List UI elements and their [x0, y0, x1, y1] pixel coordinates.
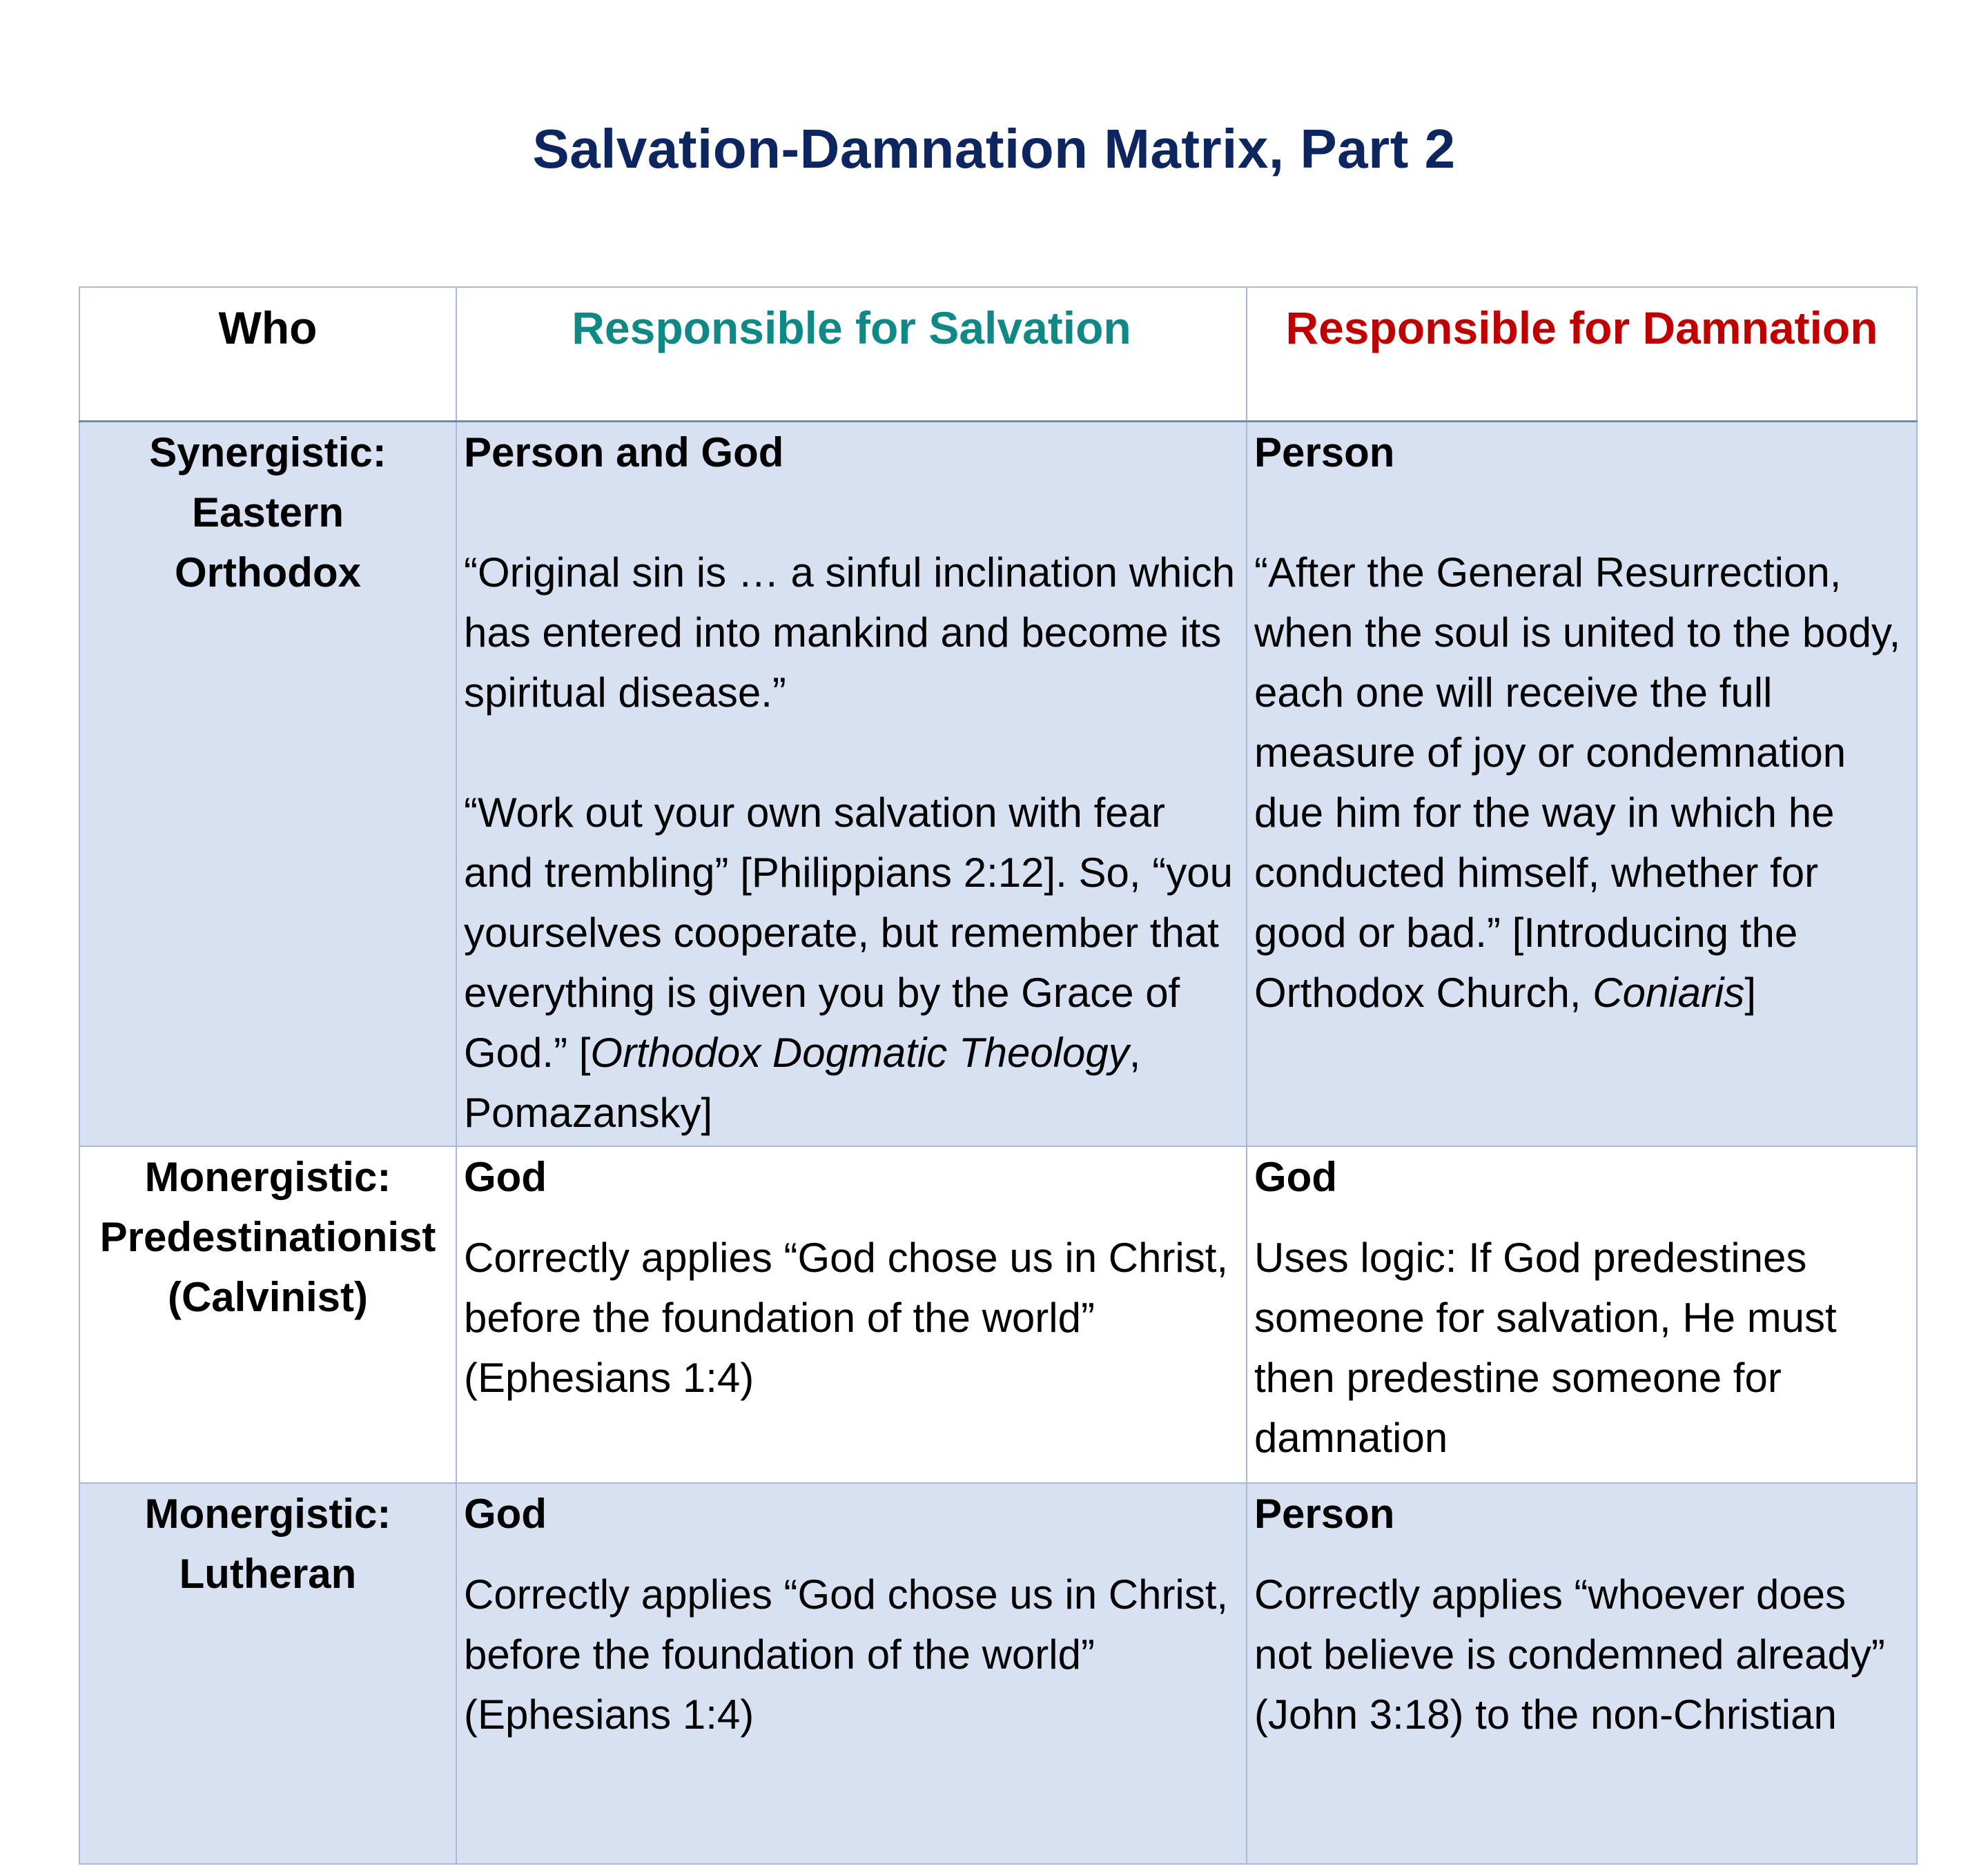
damnation-cell	[1247, 422, 1917, 1146]
salvation-cell	[456, 1483, 1247, 1864]
damnation-responsible: Person	[1254, 1490, 1395, 1537]
salvation-explanation: Correctly applies “God chose us in Christ, before the foundation of the world” (Ephesians 1:4)	[464, 1571, 1229, 1738]
quote-text: “After the General Resurrection, when the soul is united to the body, each one will receive the full measure of joy or condemnation due him for the way in which he conducted himself, whether for good or bad.” [Introducing the Orthodox Church,	[1254, 549, 1901, 1016]
citation-close: ]	[1744, 970, 1756, 1016]
who-label-line: Monergistic:	[144, 1153, 391, 1200]
damnation-quote	[1254, 542, 1909, 1023]
damnation-explanation: Uses logic: If God predestines someone for salvation, He must then predestine someone for damnation	[1254, 1234, 1837, 1461]
salvation-quote: “Original sin is … a sinful inclination which has entered into mankind and become its spiritual disease.”	[464, 549, 1236, 716]
salvation-cell	[456, 1146, 1247, 1483]
damnation-cell	[1247, 1146, 1917, 1483]
column-header-salvation: Responsible for Salvation	[456, 287, 1247, 422]
who-label-line: Eastern	[191, 489, 344, 536]
salvation-responsible: Person and God	[464, 429, 784, 475]
salvation-damnation-table	[79, 286, 1918, 1865]
salvation-responsible: God	[464, 1490, 547, 1537]
row-who-cell	[79, 1146, 456, 1483]
row-who-cell	[79, 1483, 456, 1864]
who-label-line: Lutheran	[179, 1550, 357, 1597]
citation-title: Orthodox Dogmatic Theology	[590, 1030, 1129, 1076]
who-label-line: Synergistic:	[149, 429, 387, 475]
damnation-responsible: God	[1254, 1153, 1337, 1200]
column-header-who: Who	[79, 287, 456, 422]
quote-text: “Work out your own salvation with fear and trembling” [Philippians 2:12]. So, “you yourselves cooperate, but remember that everything is given you by the Grace of God.” [	[464, 789, 1233, 1076]
table-row	[79, 1483, 1917, 1864]
damnation-explanation: Correctly applies “whoever does not believe is condemned already” (John 3:18) to the non-Christian	[1254, 1571, 1885, 1738]
damnation-responsible: Person	[1254, 429, 1395, 475]
who-label-line: Predestinationist	[99, 1213, 436, 1260]
table-row	[79, 1146, 1917, 1483]
salvation-quote	[464, 783, 1239, 1143]
damnation-cell	[1247, 1483, 1917, 1864]
row-who-cell	[79, 422, 456, 1146]
salvation-explanation: Correctly applies “God chose us in Christ, before the foundation of the world” (Ephesians 1:4)	[464, 1234, 1229, 1401]
citation-author: , Pomazansky]	[464, 1030, 1141, 1136]
salvation-cell	[456, 422, 1247, 1146]
citation-author: Coniaris	[1592, 970, 1745, 1016]
column-header-damnation: Responsible for Damnation	[1247, 287, 1917, 422]
who-label-line: Orthodox	[175, 549, 361, 596]
who-label-line: Monergistic:	[144, 1490, 391, 1537]
page-title: Salvation-Damnation Matrix, Part 2	[532, 118, 1456, 179]
salvation-responsible: God	[464, 1153, 547, 1200]
table-header-row	[79, 287, 1917, 422]
table-row	[79, 422, 1917, 1146]
who-label-line: (Calvinist)	[167, 1273, 369, 1320]
